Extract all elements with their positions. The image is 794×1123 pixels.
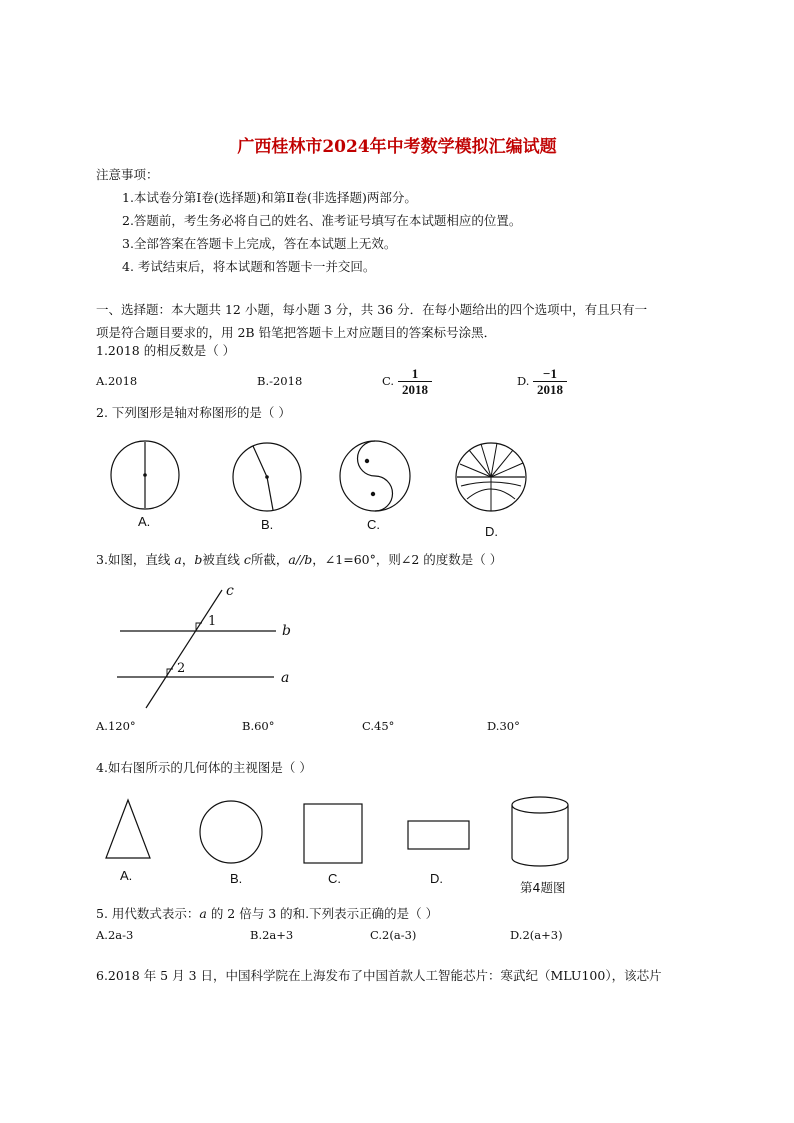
q4-label-d: D. [430,871,443,886]
q3-stem [96,552,502,568]
q3-sep: ， [181,552,195,567]
q3-option-b: B.60° [242,719,275,733]
q4-figures [100,792,580,872]
q3-relation: a//b [288,552,313,567]
q3-fig-label-1: 1 [208,614,217,629]
q2-figure-d [456,443,526,511]
q1-d-denominator: 2018 [537,382,563,397]
q5-var-a: a [199,906,207,921]
q3-fig-label-c: c [226,583,234,599]
q1-c-denominator: 2018 [402,382,428,397]
q3-stem-pre: 3.如图，直线 [96,552,175,567]
q2-label-c: C. [367,517,380,532]
q2-label-b: B. [261,517,274,532]
note-item-2: 2.答题前，考生务必将自己的姓名、准考证号填写在本试题相应的位置。 [122,213,522,228]
q3-option-a: A.120° [96,719,136,733]
q4-square [304,804,362,863]
q1-option-d-fraction [533,366,567,397]
section1-line2: 项是符合题目要求的，用 2B 铅笔把答题卡上对应题目的答案标号涂黑． [96,325,497,340]
q3-option-c: C.45° [362,719,395,733]
q1-option-c-fraction [398,366,432,397]
line-c [146,590,222,708]
q2-figure-c [340,441,410,511]
q1-c-numerator: 1 [398,366,432,382]
notes-heading: 注意事项： [96,167,159,182]
q3-stem-mid: 被直线 [202,552,244,567]
q1-option-a: A.2018 [96,374,138,388]
q4-stem: 4.如右图所示的几何体的主视图是（ ） [96,760,312,775]
page-title: 广西桂林市2024年中考数学模拟汇编试题 [237,137,557,157]
q4-circle [200,801,262,863]
q3-fig-label-a: a [281,670,290,686]
note-item-3: 3.全部答案在答题卡上完成，答在本试题上无效。 [122,236,397,251]
q3-stem-mid2: 所截， [250,552,289,567]
q3-fig-label-b: b [282,623,291,639]
note-item-4: 4. 考试结束后，将本试题和答题卡一并交回。 [122,259,376,274]
q5-stem-end: 的 2 倍与 3 的和.下列表示正确的是（ ） [206,906,439,921]
q2-figure-a [111,441,179,509]
q6-stem: 6.2018 年 5 月 3 日，中国科学院在上海发布了中国首款人工智能芯片：寒武纪（MLU100），该芯片 [96,968,662,983]
q3-figure [110,580,300,710]
q2-label-a: A. [138,514,151,529]
q5-option-c: C.2(a-3) [370,928,417,942]
q2-stem: 2. 下列图形是轴对称图形的是（ ） [96,405,291,420]
q5-option-b: B.2a+3 [250,928,294,942]
q1-option-d-prefix: D. [517,374,530,388]
q4-label-b: B. [230,871,243,886]
q2-label-d: D. [485,524,498,539]
q4-cylinder [512,797,568,866]
q2-figures [105,438,545,518]
q3-var-c: c [243,552,251,567]
q5-stem [96,906,438,922]
section1-line1: 一、选择题：本大题共 12 小题，每小题 3 分，共 36 分．在每小题给出的四个选项中，有且只有一 [96,302,648,317]
note-item-1: 1.本试卷分第Ⅰ卷(选择题)和第Ⅱ卷(非选择题)两部分。 [122,190,417,205]
q4-label-c: C. [328,871,341,886]
q5-option-d: D.2(a+3) [510,928,563,942]
q4-triangle [106,800,150,858]
q4-label-a: A. [120,868,133,883]
q3-fig-label-2: 2 [177,661,186,676]
q2-figure-b [233,443,301,511]
q3-stem-end: ，∠1=60°，则∠2 的度数是（ ） [312,552,503,567]
q3-var-a: a [174,552,182,567]
q3-var-b: b [194,552,203,567]
q1-d-numerator: −1 [533,366,567,382]
q5-stem-pre: 5. 用代数式表示： [96,906,200,921]
q4-rectangle [408,821,469,849]
q4-caption: 第4题图 [520,880,566,895]
q1-option-b: B.-2018 [257,374,303,388]
q5-option-a: A.2a-3 [96,928,134,942]
q3-option-d: D.30° [487,719,520,733]
q1-option-c-prefix: C. [382,374,395,388]
q1-stem: 1.2018 的相反数是（ ） [96,343,236,358]
